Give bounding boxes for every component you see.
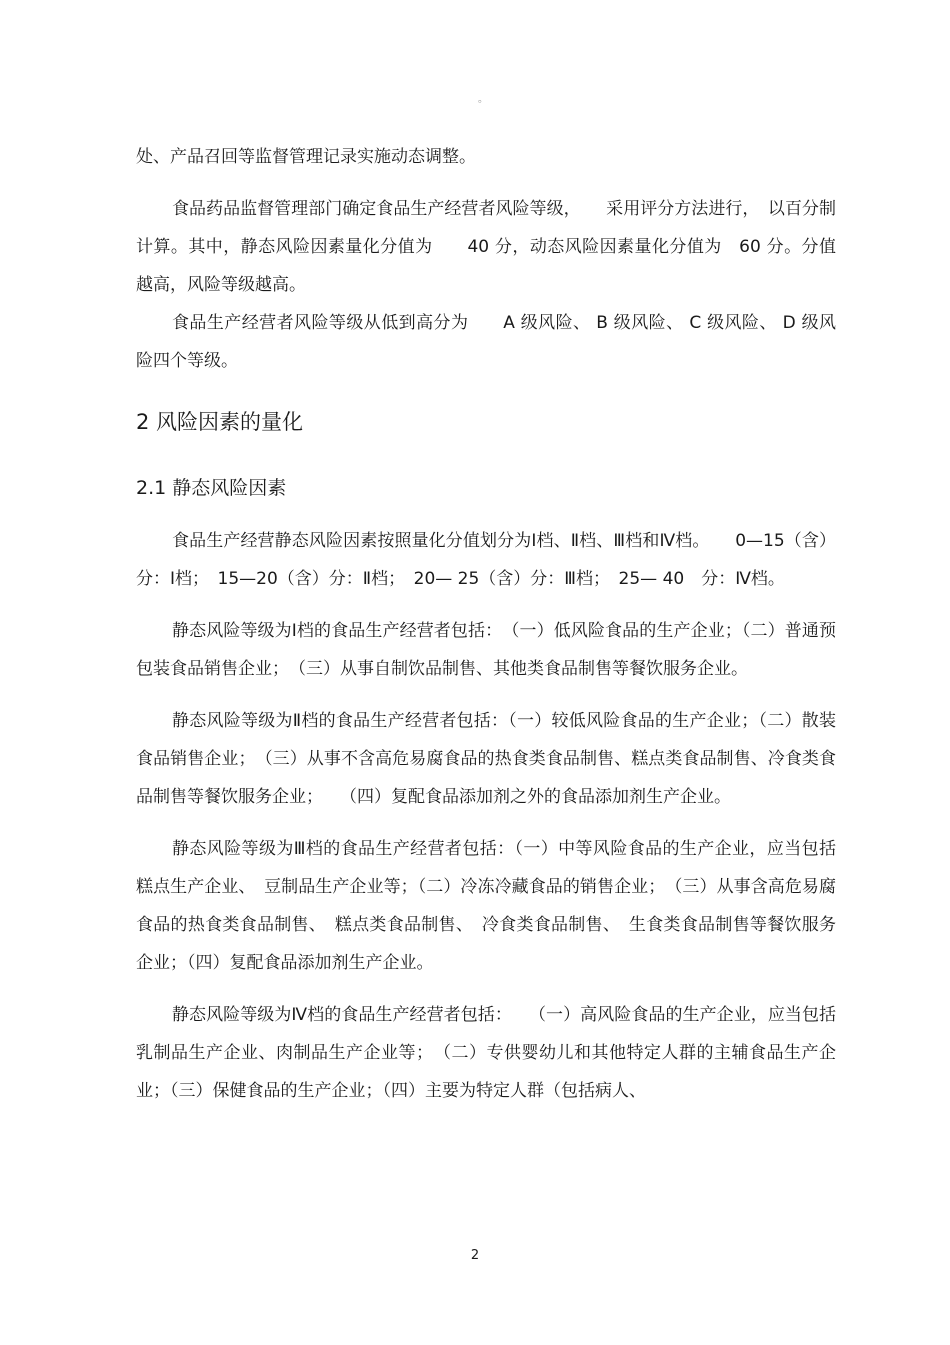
paragraph-risk-levels: 食品生产经营者风险等级从低到高分为 A 级风险、 B 级风险、 C 级风险、 D 级风险四个等级。: [136, 313, 836, 371]
paragraph-band-3: 静态风险等级为Ⅲ档的食品生产经营者包括：（一）中等风险食品的生产企业，应当包括糕点生产企业、 豆制品生产企业等；（二）冷冻冷藏食品的销售企业； （三）从事含高危易腐食品的热食类食品制售、 糕点类食品制售、 冷食类食品制售、 生食类食品制售等餐饮服务企业；（四）复配食品添加剂生产企业。: [136, 839, 836, 973]
section-heading-2: 2 风险因素的量化: [136, 410, 304, 434]
paragraph-band-2: 静态风险等级为Ⅱ档的食品生产经营者包括：（一）较低风险食品的生产企业；（二）散装食品销售企业； （三）从事不含高危易腐食品的热食类食品制售、糕点类食品制售、冷食类食品制售等餐饮服务企业； （四）复配食品添加剂之外的食品添加剂生产企业。: [136, 711, 836, 807]
paragraph-band-4: 静态风险等级为Ⅳ档的食品生产经营者包括： （一）高风险食品的生产企业，应当包括乳制品生产企业、肉制品生产企业等； （二）专供婴幼儿和其他特定人群的主辅食品生产企业；（三）保健食品的生产企业；（四）主要为特定人群（包括病人、: [136, 1005, 836, 1101]
paragraph-band-1: 静态风险等级为Ⅰ档的食品生产经营者包括： （一）低风险食品的生产企业；（二）普通预包装食品销售企业； （三）从事自制饮品制售、其他类食品制售等餐饮服务企业。: [136, 621, 836, 679]
section-heading-2-1: 2.1 静态风险因素: [136, 477, 287, 499]
page-number: 2: [470, 1248, 480, 1263]
paragraph-scoring-method: 食品药品监督管理部门确定食品生产经营者风险等级， 采用评分方法进行， 以百分制计算。其中，静态风险因素量化分值为 40 分，动态风险因素量化分值为 60 分。分值越高，风险等级越高。: [136, 199, 836, 295]
header-mark: 。: [478, 94, 488, 105]
paragraph-continuation: 处、产品召回等监督管理记录实施动态调整。: [136, 147, 476, 167]
paragraph-static-bands: 食品生产经营静态风险因素按照量化分值划分为Ⅰ档、Ⅱ档、Ⅲ档和Ⅳ档。 0—15（含）分：Ⅰ档； 15—20（含）分：Ⅱ档； 20— 25（含）分：Ⅲ档； 25— 40 分：Ⅳ档。: [136, 531, 836, 589]
page-content: [136, 138, 836, 1110]
